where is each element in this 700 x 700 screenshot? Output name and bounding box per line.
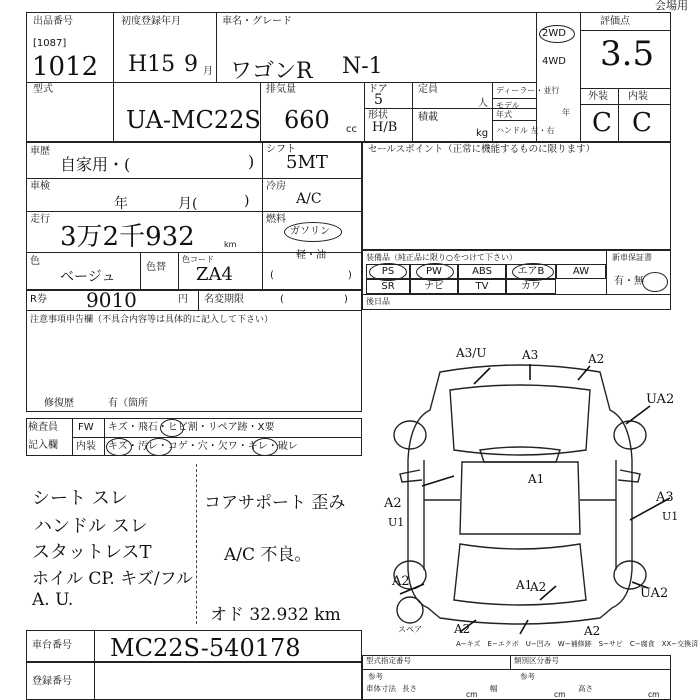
form: H/B [372,120,398,135]
dim-height: 高さ [578,684,593,693]
reg-year: H15 [128,52,176,77]
int-grade: C [632,108,652,138]
mark-3: A2 [588,352,605,366]
dim-length: 長さ [402,684,417,693]
dim-width: 幅 [490,684,498,693]
dealer-label: ディーラー・並行 [496,86,560,95]
equip-abs: ABS [458,264,506,279]
type-value: 自家用・( [60,155,131,174]
dim-label: 車体寸法 [366,684,396,693]
month-unit: 月 [203,66,213,77]
load-unit: kg [476,128,489,139]
fuel-value: ガソリン [290,226,330,237]
repair-value: 有（箇所 [108,398,148,409]
mark-7: U1 [662,510,679,523]
dim-cm-3: cm [648,690,660,699]
airbag-circle [512,263,554,281]
fw-chip-circle [160,419,184,437]
notes-label: 注意事項申告欄（不具合内容等は具体的に記入して下さい） [30,315,274,325]
inspector-label-1: 検査員 [28,422,58,433]
car-name: ワゴンR [230,59,313,84]
mark-4: UA2 [646,392,675,407]
pw-circle [416,263,454,281]
int-items: キズ・汚レ・コゲ・穴・欠ワ・キレ・破レ [108,441,298,452]
mark-11: A2 [392,574,410,589]
damage-legend: A−キズ E−エクボ U−凹み W−補修跡 S−サビ C−腐食 XX−交換済 [456,640,699,648]
mark-6: A3 [656,490,674,505]
equip-navi: ナビ [410,279,458,294]
r-label: R券 [30,294,47,305]
int-chip-circle [252,438,278,456]
shift-label: シフト [266,144,296,155]
ps-circle [369,263,407,281]
lot-sub: [1087] [33,38,67,49]
note-5: A. U. [32,590,74,610]
drive-2wd-circle [539,25,575,43]
equip-airbag: エアB [506,264,556,279]
disp-label: 排気量 [266,84,296,95]
ext-label: 外装 [588,91,608,102]
mark-12: A2 [530,580,547,594]
shift: 5MT [286,152,328,173]
corner-mark: 会場用 [655,0,688,12]
shaken-month: 月( [178,196,198,212]
displacement: 660 [284,106,330,134]
note-6: コアサポート 歪み [204,493,346,513]
note-7: A/C 不良。 [224,545,312,565]
score-label: 評価点 [600,16,630,27]
dim-cm-2: cm [554,690,566,699]
note-1: シート スレ [32,488,128,509]
chassis-label: 車台番号 [32,640,72,651]
int-row-label: 内装 [76,441,96,452]
reg-no-label: 登録番号 [32,676,72,687]
drive-4wd: 4WD [542,56,566,67]
type-close: ) [248,152,255,171]
equip-sr: SR [366,279,410,294]
name-label: 車名・グレード [222,16,292,27]
cap-label: 定員 [418,84,438,95]
paren-close: ) [344,294,348,305]
fuel-alt: 軽・油 [296,250,326,261]
model: UA-MC22S [126,106,261,134]
reg-label: 初度登録年月 [121,16,181,27]
fw-items: キズ・飛石・ヒビ割・リペア跡・X要 [108,422,275,433]
warranty-no-circle [642,272,668,292]
int-stain-circle [146,438,172,456]
mark-9: U1 [388,516,405,529]
equip-tv: TV [458,279,506,294]
mark-14: A2 [454,622,471,636]
form-label: 形状 [368,110,388,121]
ref-label-2: 参考 [520,672,535,681]
type-label: 車歴 [30,146,50,157]
class-no-label: 類別区分番号 [514,656,559,665]
fuel-paren-close: ) [348,270,352,281]
mark-13: UA2 [640,586,669,601]
mark-2: A3 [522,348,539,362]
equip-ps: PS [366,264,410,279]
shaken-close: ) [244,193,250,209]
note-3: スタットレスT [32,542,152,563]
color-code-label: 色コード [182,255,214,264]
mileage-label: 走行 [30,214,50,225]
note-8: オド 32.932 km [210,605,341,625]
int-label: 内装 [628,91,648,102]
note-2: ハンドル スレ [34,516,148,537]
mark-8: A2 [384,496,402,511]
drive-2wd: 2WD [542,28,566,39]
ac-label: 冷房 [266,181,286,192]
mark-5: A1 [528,472,545,486]
shaken-label: 車検 [30,181,50,192]
name-limit-label: 名変期限 [204,294,244,305]
repaint-label: 色替 [146,262,166,273]
handle-label: ハンドル 左・右 [496,126,555,135]
model-year-label: モデル年式 [496,101,520,119]
equip-aw: AW [556,264,606,279]
reg-no-section [26,662,362,700]
color: ベージュ [60,269,116,285]
fuel-circle [284,222,342,242]
equip-label: 装備品（純正品に限り○をつけて下さい） [366,253,517,262]
warranty-label: 新車保証書 [612,253,652,262]
cc-unit: cc [346,124,357,135]
cap-unit: 人 [478,98,488,109]
lot-label: 出品番号 [33,16,73,27]
sales-label: セールスポイント（正常に機能するものに限ります） [368,144,596,155]
fuel-paren-open: ( [270,270,274,281]
spare-label: スペア [398,625,422,634]
ac: A/C [296,191,322,207]
repair-label: 修復歴 [44,398,74,409]
model-label: 型式 [33,84,53,95]
mark-10: A1 [516,578,533,592]
ext-grade: C [592,108,612,138]
equip-leather: カワ [506,279,556,294]
lot-number: 1012 [32,52,99,82]
mark-1: A3/U [456,346,487,360]
later-label: 後日品 [366,297,390,306]
mark-15: A2 [584,624,601,638]
type-no-label: 型式指定番号 [366,656,411,665]
yen-unit: 円 [178,294,188,305]
mileage: 3万2千932 [60,222,195,252]
shaken-year: 年 [114,196,128,212]
r-value: 9010 [86,288,137,312]
inspector-label-2: 記入欄 [28,440,58,451]
fw-label: FW [78,422,94,433]
load-label: 積載 [418,112,438,123]
score: 3.5 [600,34,655,74]
warranty-value: 有・無 [614,276,644,287]
sales-section [362,142,671,250]
km-unit: km [224,240,237,249]
color-label: 色 [30,256,40,267]
reg-month: 9 [184,52,198,77]
ref-label-1: 参考 [368,672,383,681]
color-code: ZA4 [196,264,233,285]
door-label: ドア [368,84,388,95]
note-4: ホイル CP. キズ/フル [32,569,193,589]
int-scratch-circle [106,438,132,456]
year-unit: 年 [562,108,570,117]
dim-cm-1: cm [466,690,478,699]
fuel-label: 燃料 [266,214,286,225]
door: 5 [374,92,383,108]
paren-open: ( [280,294,284,305]
equip-pw: PW [410,264,458,279]
grade: N-1 [342,54,383,79]
chassis-number: MC22S-540178 [110,634,301,662]
